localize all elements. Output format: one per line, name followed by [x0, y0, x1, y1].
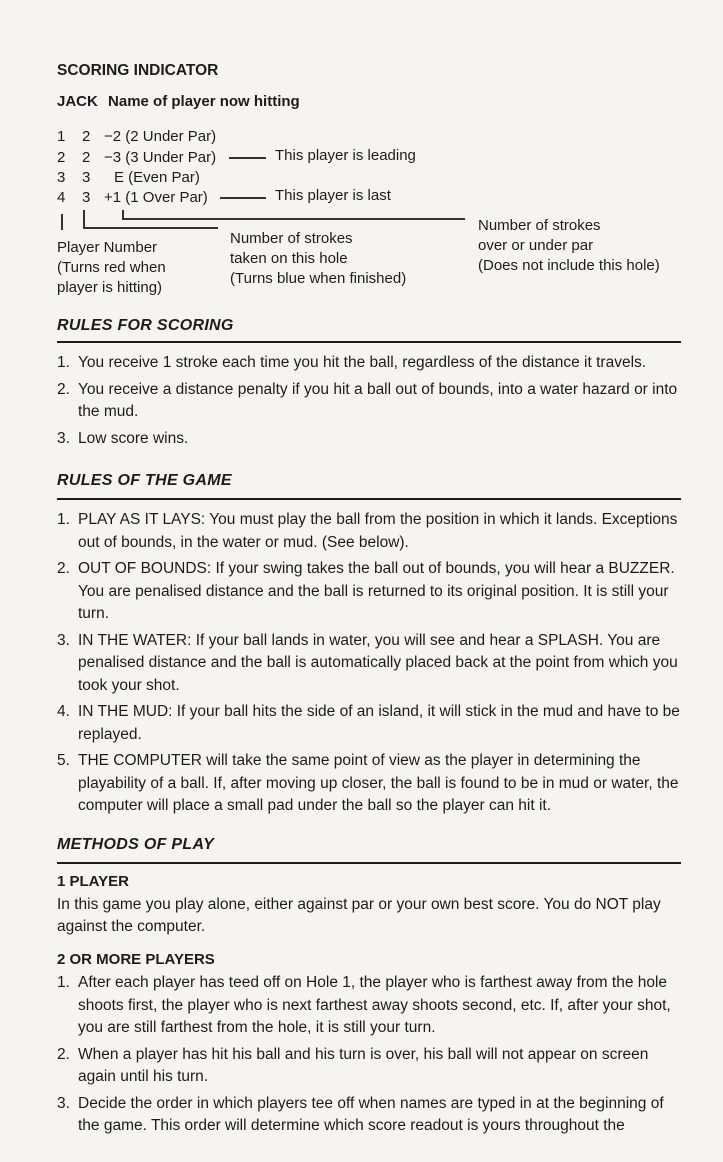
- legend-line: player is hitting): [57, 279, 163, 296]
- list-item: [57, 352, 681, 375]
- list-item: [57, 379, 681, 424]
- methods-of-play-title: METHODS OF PLAY: [57, 836, 215, 853]
- section-divider: [57, 341, 681, 343]
- player-number: 3: [57, 168, 66, 186]
- list-item: [57, 750, 681, 818]
- list-text: Low score wins.: [78, 429, 189, 447]
- section-divider: [57, 862, 681, 864]
- list-text: You receive 1 stroke each time you hit the ball, regardless of the distance it travels.: [78, 354, 647, 371]
- score-row: [57, 147, 216, 167]
- list-number: 2.: [57, 380, 70, 398]
- list-number: 1.: [57, 974, 70, 991]
- list-text: When a player has hit his ball and his turn is over, his ball will not appear on screen again until his turn.: [78, 1045, 649, 1085]
- legend-line: (Does not include this hole): [478, 257, 660, 274]
- legend-line: taken on this hole: [230, 250, 348, 267]
- strokes-column-marker: [83, 210, 85, 228]
- one-player-title: 1 PLAYER: [57, 873, 129, 890]
- list-number: 3.: [57, 1094, 70, 1112]
- legend-over-under: [478, 216, 660, 276]
- legend-line: (Turns blue when finished): [230, 270, 407, 287]
- list-text: IN THE WATER: If your ball lands in water, you will see and hear a SPLASH. You are penalised distance and the ball is automatically placed back at the point from which you took your shot.: [78, 631, 678, 694]
- list-text: You receive a distance penalty if you hit a ball out of bounds, into a water hazard or into the mud.: [78, 380, 678, 420]
- list-number: 3.: [57, 429, 70, 447]
- strokes-bracket: [83, 227, 218, 229]
- par-value: E (Even Par): [114, 168, 200, 186]
- list-number: 2.: [57, 560, 70, 577]
- rules-of-game-list: [57, 509, 681, 822]
- list-item: [57, 558, 681, 626]
- stroke-count: 2: [82, 148, 91, 166]
- player-number: 2: [57, 148, 66, 166]
- legend-line: Number of strokes: [230, 230, 353, 247]
- rules-for-scoring-title: RULES FOR SCORING: [57, 317, 234, 334]
- scoring-indicator-title: SCORING INDICATOR: [57, 62, 219, 79]
- legend-player-number: [57, 238, 166, 298]
- legend-line: (Turns red when: [57, 259, 166, 276]
- list-item: [57, 1093, 681, 1138]
- leader-line: [229, 157, 266, 159]
- list-text: PLAY AS IT LAYS: You must play the ball from the position in which it lands. Exceptions out of bounds, in the water or mud. (See below).: [78, 511, 678, 551]
- rules-for-scoring-list: [57, 352, 681, 454]
- list-item: [57, 1044, 681, 1089]
- list-item: [57, 428, 681, 451]
- list-text: After each player has teed off on Hole 1, the player who is farthest away from the hole shoots first, the player who is next farthest away shoots second, etc. If, after your shot, you are still farthest from the hole, it is still your turn.: [78, 974, 671, 1036]
- list-text: THE COMPUTER will take the same point of view as the player in determining the playability of a ball. If, after moving up closer, the ball is found to be in mud or water, the computer will place a small pad under the ball so the player can hit it.: [78, 752, 679, 814]
- par-value: −3 (3 Under Par): [104, 148, 217, 166]
- one-player-text: In this game you play alone, either against par or your own best score. You do NOT play against the computer.: [57, 896, 661, 935]
- list-item: [57, 509, 681, 554]
- section-divider: [57, 498, 681, 500]
- score-row: [57, 167, 200, 187]
- list-text: IN THE MUD: If your ball hits the side of an island, it will stick in the mud and have to be replayed.: [78, 703, 680, 743]
- list-text: OUT OF BOUNDS: If your swing takes the ball out of bounds, you will hear a BUZZER. You are penalised distance and the ball is returned to its original position. It is still your turn.: [78, 560, 675, 622]
- legend-strokes: [230, 229, 406, 289]
- list-number: 3.: [57, 631, 70, 649]
- par-bracket: [122, 218, 465, 220]
- list-text: Decide the order in which players tee off when names are typed in at the beginning of the game. This order will determine which score readout is yours throughout the: [78, 1094, 664, 1134]
- list-item: [57, 701, 681, 746]
- legend-line: over or under par: [478, 237, 594, 254]
- stroke-count: 3: [82, 168, 91, 186]
- legend-line: Number of strokes: [478, 217, 601, 234]
- list-number: 1.: [57, 354, 70, 371]
- list-number: 5.: [57, 752, 70, 769]
- player-label: [57, 93, 300, 110]
- list-item: [57, 630, 681, 698]
- player-column-marker: [61, 214, 63, 230]
- leader-line: [220, 197, 266, 199]
- list-number: 1.: [57, 511, 70, 528]
- list-number: 2.: [57, 1045, 70, 1063]
- list-number: 4.: [57, 703, 70, 720]
- stroke-count: 3: [82, 188, 91, 206]
- leading-note: This player is leading: [275, 147, 416, 164]
- score-row: [57, 187, 208, 207]
- player-number: 1: [57, 127, 66, 145]
- last-note: This player is last: [275, 187, 391, 204]
- legend-line: Player Number: [57, 239, 158, 256]
- player-label-desc: Name of player now hitting: [108, 93, 300, 110]
- player-label-name: JACK: [57, 93, 98, 110]
- par-value: −2 (2 Under Par): [104, 127, 217, 145]
- par-value: +1 (1 Over Par): [104, 188, 208, 206]
- list-item: [57, 972, 681, 1040]
- methods-list: [57, 972, 681, 1142]
- two-player-title: 2 OR MORE PLAYERS: [57, 951, 215, 968]
- player-number: 4: [57, 188, 66, 206]
- stroke-count: 2: [82, 127, 91, 145]
- rules-of-game-title: RULES OF THE GAME: [57, 472, 232, 489]
- score-row: [57, 126, 216, 146]
